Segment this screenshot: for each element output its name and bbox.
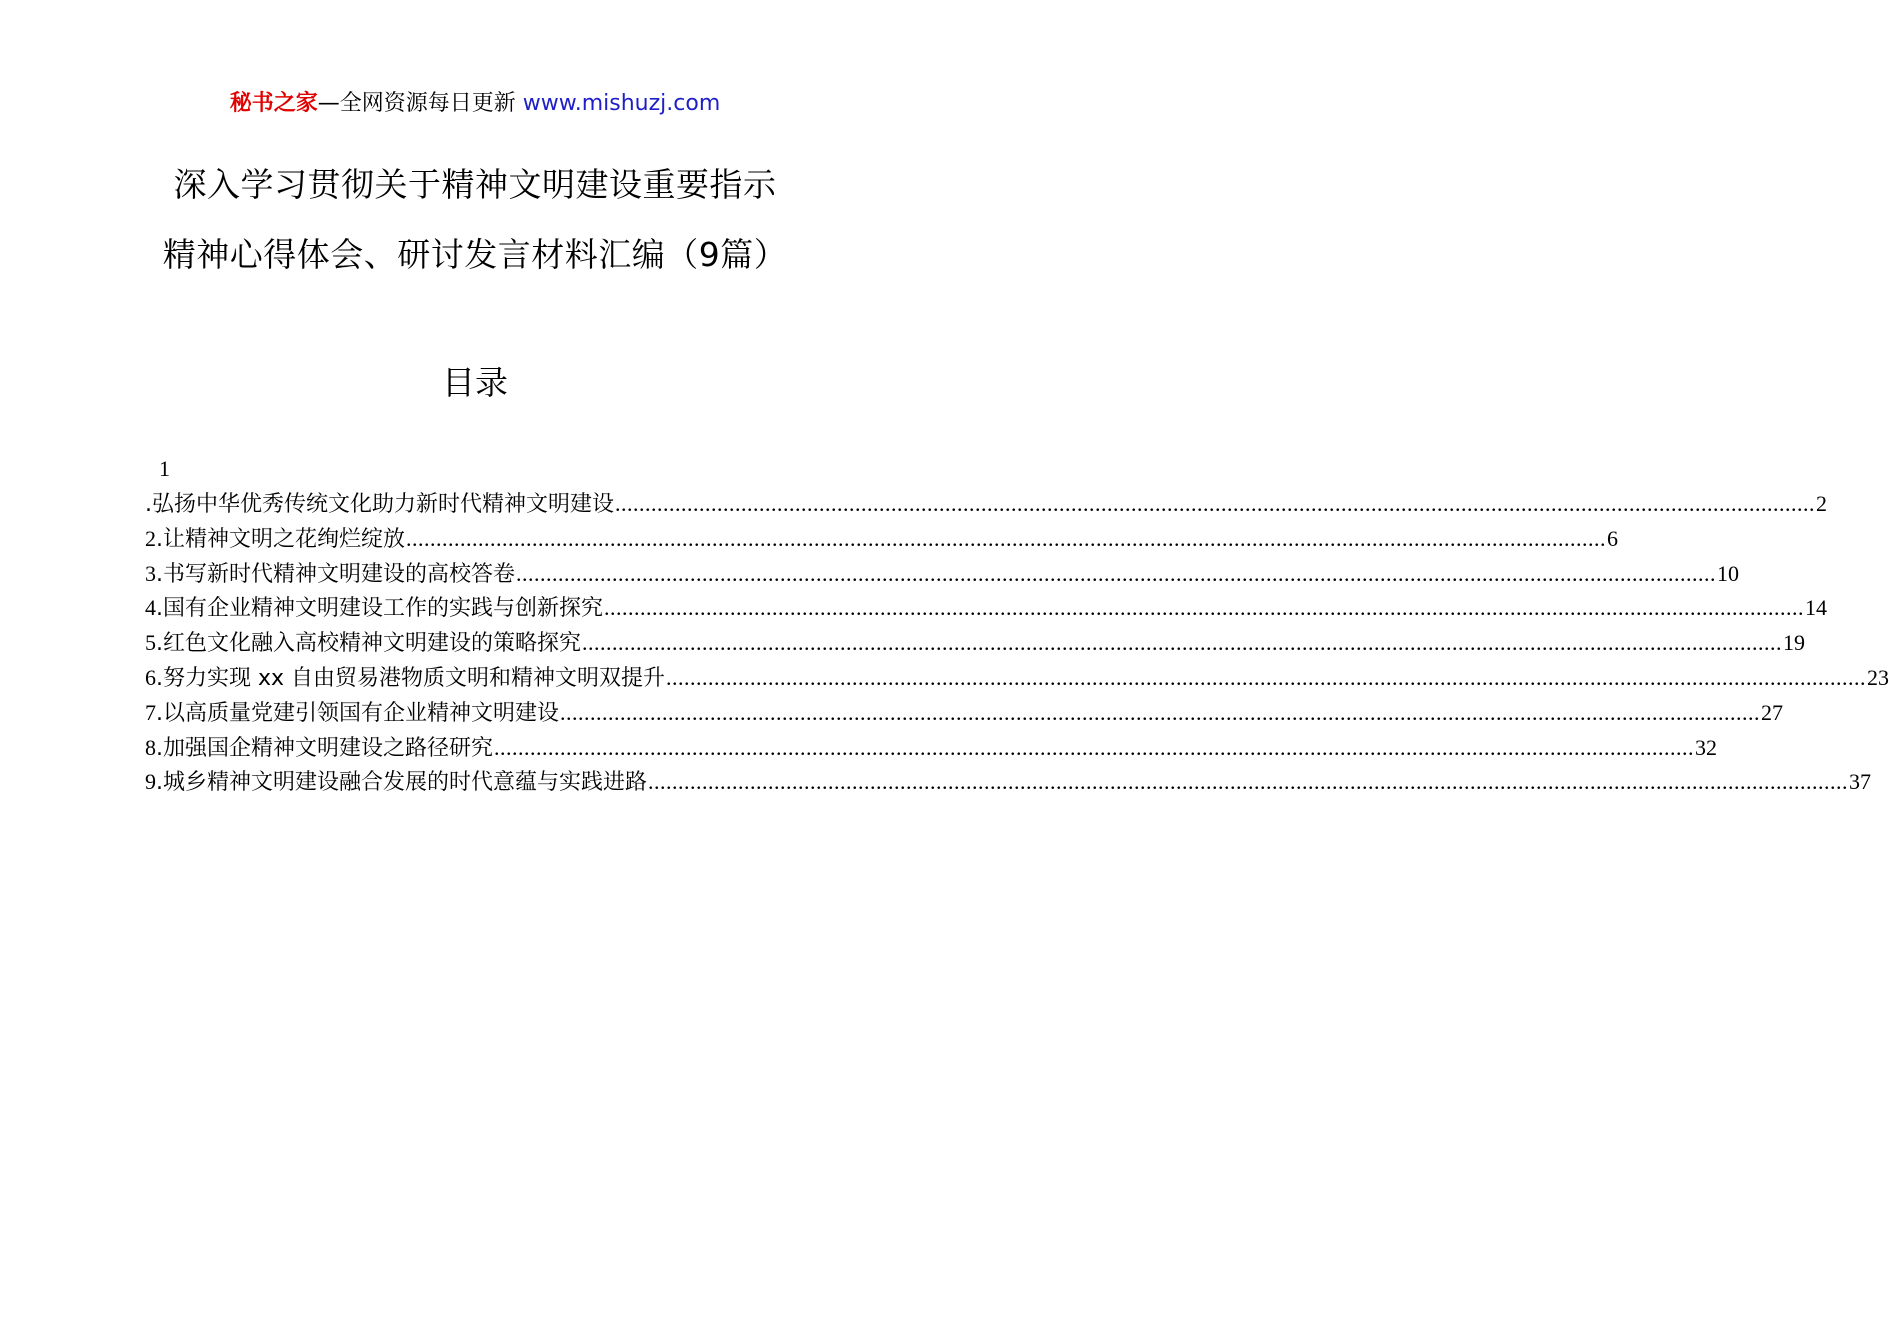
toc-entry-6[interactable] xyxy=(145,661,1889,696)
brand-name: 秘书之家 xyxy=(229,91,318,116)
toc-leader-dots: ........................................................................................................................................................................................................ xyxy=(560,699,1760,725)
toc-entry-5[interactable] xyxy=(145,626,1805,661)
toc-leader-dots: ........................................................................................................................................................................................................ xyxy=(666,664,1867,690)
toc-entry-page: 6 xyxy=(1607,525,1618,551)
toc-entry-title: 9.城乡精神文明建设融合发展的时代意蕴与实践进路 xyxy=(145,769,647,796)
document-title-line-2: 精神心得体会、研讨发言材料汇编（9篇） xyxy=(162,235,788,274)
document-title-line-1: 深入学习贯彻关于精神文明建设重要指示 xyxy=(173,165,777,204)
toc-entry-8[interactable] xyxy=(145,731,1717,766)
table-of-contents xyxy=(145,487,1889,800)
toc-entry-page: 27 xyxy=(1761,699,1783,725)
toc-entry-page: 32 xyxy=(1695,734,1717,760)
toc-leader-dots: ........................................................................................................................................................................................................ xyxy=(604,595,1804,621)
toc-entry-9[interactable] xyxy=(145,765,1871,800)
toc-leader-dots: ........................................................................................................................................................................................................ xyxy=(582,630,1782,656)
toc-leader-dots: ........................................................................................................................................................................................................ xyxy=(615,491,1815,516)
toc-first-number: 1 xyxy=(159,456,170,481)
toc-entry-title: 2.让精神文明之花绚烂绽放 xyxy=(145,525,405,552)
toc-entry-3[interactable] xyxy=(145,557,1739,592)
toc-entry-2[interactable] xyxy=(145,522,1618,557)
toc-leader-dots: ........................................................................................................................................................................................................ xyxy=(494,734,1694,760)
toc-entry-4[interactable] xyxy=(145,591,1827,626)
toc-entry-title: 7.以高质量党建引领国有企业精神文明建设 xyxy=(145,699,559,726)
toc-entry-page: 37 xyxy=(1849,769,1871,795)
toc-entry-page: 23 xyxy=(1867,664,1889,690)
toc-leader-dots: ........................................................................................................................................................................................................ xyxy=(516,560,1716,586)
site-url-link[interactable]: www.mishuzj.com xyxy=(522,91,721,116)
toc-leader-dots: ........................................................................................................................................................................................................ xyxy=(406,525,1606,551)
toc-heading: 目录 xyxy=(442,363,508,402)
toc-entry-title: 5.红色文化融入高校精神文明建设的策略探究 xyxy=(145,630,581,657)
toc-entry-page: 10 xyxy=(1717,560,1739,586)
toc-entry-1[interactable] xyxy=(145,487,1827,522)
toc-entry-title: .弘扬中华优秀传统文化助力新时代精神文明建设 xyxy=(145,492,614,517)
toc-leader-dots: ........................................................................................................................................................................................................ xyxy=(648,769,1848,795)
toc-entry-page: 2 xyxy=(1816,491,1827,516)
toc-entry-title: 4.国有企业精神文明建设工作的实践与创新探究 xyxy=(145,595,603,622)
toc-entry-page: 19 xyxy=(1783,630,1805,656)
toc-entry-title: 6.努力实现 xx 自由贸易港物质文明和精神文明双提升 xyxy=(145,664,666,691)
toc-entry-7[interactable] xyxy=(145,696,1783,731)
toc-entry-title: 8.加强国企精神文明建设之路径研究 xyxy=(145,734,493,761)
banner-slogan: —全网资源每日更新 xyxy=(317,91,516,116)
toc-entry-title: 3.书写新时代精神文明建设的高校答卷 xyxy=(145,560,515,587)
site-banner xyxy=(0,86,950,122)
toc-entry-page: 14 xyxy=(1805,595,1827,621)
